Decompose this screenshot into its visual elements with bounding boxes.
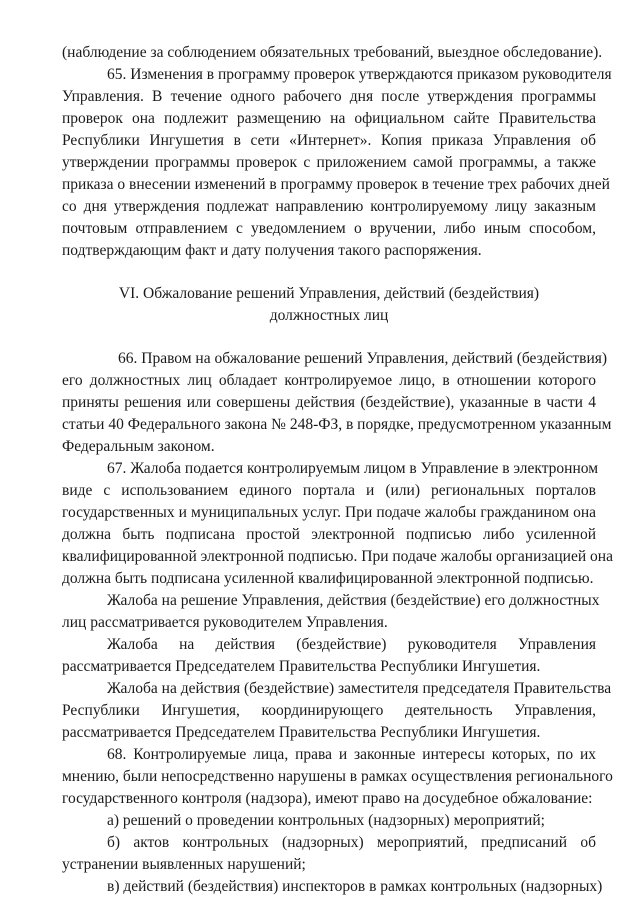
text-line: Жалоба на решение Управления, действия (бездействие) его должностных xyxy=(107,592,600,609)
text-line: Федеральным законом. xyxy=(62,438,215,455)
text-line: устранении выявленных нарушений; xyxy=(62,856,306,873)
text-line: должна быть подписана усиленной квалифицированной электронной подписью. xyxy=(62,570,594,587)
text-line: Управления. В течение одного рабочего дня после утверждения программы xyxy=(62,88,596,105)
text-line: государственных и муниципальных услуг. При подаче жалобы гражданином она xyxy=(62,504,596,521)
text-line: мнению, были непосредственно нарушены в рамках осуществления регионального xyxy=(62,768,613,785)
list-item: а) решений о проведении контрольных (надзорных) мероприятий; xyxy=(107,812,545,829)
text-line: Республики Ингушетия в сети «Интернет». Копия приказа Управления об xyxy=(62,132,596,149)
text-line: 68. Контролируемые лица, права и законные интересы которых, по их xyxy=(107,746,596,763)
text-line: (наблюдение за соблюдением обязательных требований, выездное обследование). xyxy=(62,44,603,61)
text-line: Жалоба на действия (бездействие) руководителя Управления xyxy=(107,636,596,653)
text-line: лиц рассматривается руководителем Управления. xyxy=(62,614,388,631)
list-item: б) актов контрольных (надзорных) мероприятий, предписаний об xyxy=(107,834,596,851)
section-heading: VI. Обжалование решений Управления, действий (бездействия) xyxy=(118,285,540,302)
text-line: квалифицированной электронной подписью. При подаче жалобы организацией она xyxy=(62,548,613,565)
list-item: в) действий (бездействия) инспекторов в рамках контрольных (надзорных) xyxy=(107,878,603,895)
text-line: государственного контроля (надзора), имеют право на досудебное обжалование: xyxy=(62,790,593,807)
text-line: его должностных лиц обладает контролируемое лицо, в отношении которого xyxy=(62,372,596,389)
text-line: статьи 40 Федерального закона № 248-ФЗ, в порядке, предусмотренном указанным xyxy=(62,416,612,433)
text-line: приняты решения или совершены действия (бездействие), указанные в части 4 xyxy=(62,394,596,411)
text-line: 67. Жалоба подается контролируемым лицом в Управление в электронном xyxy=(107,460,599,477)
text-line: Республики Ингушетия, координирующего деятельность Управления, xyxy=(62,702,596,719)
text-line: подтверждающим факт и дату получения такого распоряжения. xyxy=(62,242,482,259)
text-line: 66. Правом на обжалование решений Управления, действий (бездействия) xyxy=(118,350,608,367)
text-line: должна быть подписана простой электронной подписью либо усиленной xyxy=(62,526,596,543)
text-line: утверждении программы проверок с приложением самой программы, а также xyxy=(62,154,596,171)
text-line: виде с использованием единого портала и (или) региональных порталов xyxy=(62,482,596,499)
text-line: проверок она подлежит размещению на официальном сайте Правительства xyxy=(62,110,596,127)
text-line: почтовым отправлением с уведомлением о вручении, либо иным способом, xyxy=(62,220,596,237)
text-line: рассматривается Председателем Правительства Республики Ингушетия. xyxy=(62,658,541,675)
section-heading: должностных лиц xyxy=(269,307,389,324)
text-line: Жалоба на действия (бездействие) заместителя председателя Правительства xyxy=(107,680,612,697)
text-line: приказа о внесении изменений в программу проверок в течение трех рабочих дней xyxy=(62,176,610,193)
text-line: 65. Изменения в программу проверок утверждаются приказом руководителя xyxy=(107,66,612,83)
text-line: рассматривается Председателем Правительства Республики Ингушетия. xyxy=(62,724,541,741)
text-line: со дня утверждения подлежат направлению контролируемому лицу заказным xyxy=(62,198,596,215)
